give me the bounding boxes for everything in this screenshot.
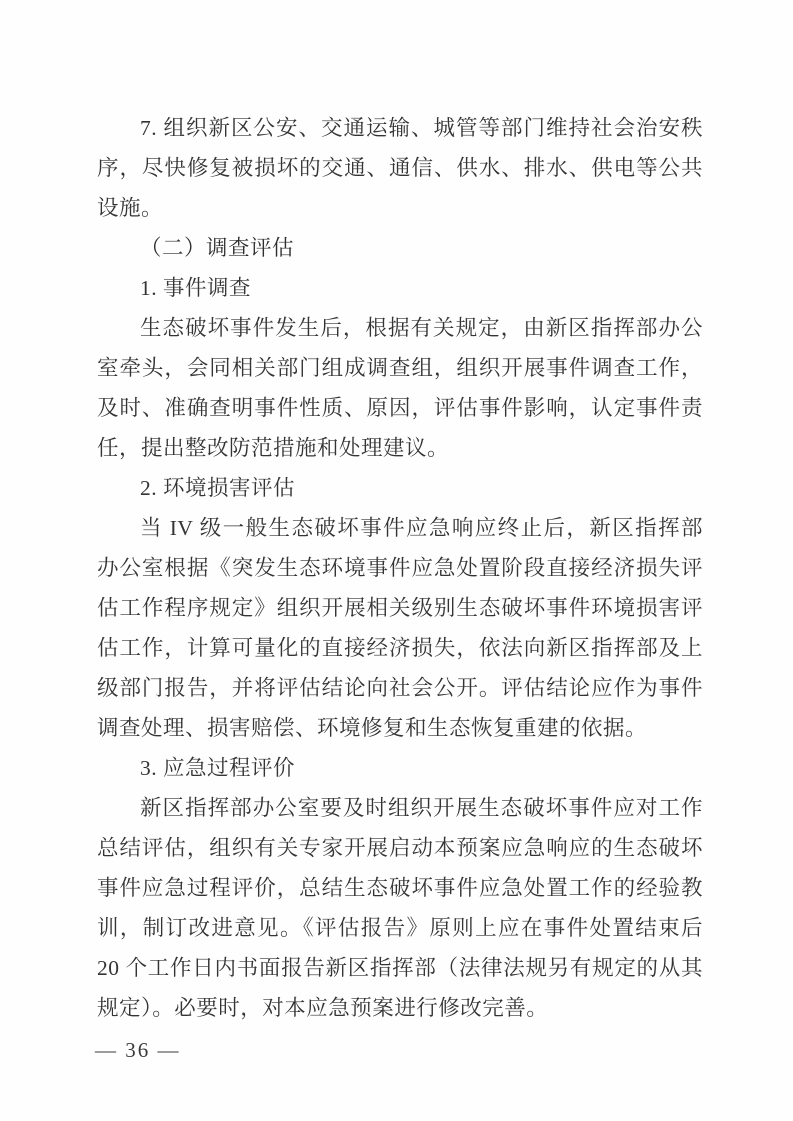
sub-heading-incident-investigation: 1. 事件调查 bbox=[140, 276, 252, 300]
paragraph-item-7: 7. 组织新区公安、交通运输、城管等部门维持社会治安秩序，尽快修复被损坏的交通、通信、供水、排水、供电等公共设施。 bbox=[97, 116, 703, 220]
sub-heading-environmental-damage-assessment: 2. 环境损害评估 bbox=[140, 476, 296, 500]
document-body bbox=[97, 108, 703, 1028]
paragraph-incident-investigation-body: 生态破坏事件发生后，根据有关规定，由新区指挥部办公室牵头，会同相关部门组成调查组，组织开展事件调查工作，及时、准确查明事件性质、原因，评估事件影响，认定事件责任，提出整改防范措施和处理建议。 bbox=[97, 316, 703, 460]
paragraph-environmental-damage-assessment-body: 当 IV 级一般生态破坏事件应急响应终止后，新区指挥部办公室根据《突发生态环境事件应急处置阶段直接经济损失评估工作程序规定》组织开展相关级别生态破坏事件环境损害评估工作，计算可量化的直接经济损失，依法向新区指挥部及上级部门报告，并将评估结论向社会公开。评估结论应作为事件调查处理、损害赔偿、环境修复和生态恢复重建的依据。 bbox=[97, 516, 703, 740]
sub-heading-emergency-process-evaluation: 3. 应急过程评价 bbox=[140, 756, 296, 780]
paragraph-emergency-process-evaluation-body: 新区指挥部办公室要及时组织开展生态破坏事件应对工作总结评估，组织有关专家开展启动本预案应急响应的生态破坏事件应急过程评价，总结生态破坏事件应急处置工作的经验教训，制订改进意见。《评估报告》原则上应在事件处置结束后 20 个工作日内书面报告新区指挥部（法律法规另有规定的从其规定）。必要时，对本应急预案进行修改完善。 bbox=[97, 796, 703, 1020]
section-heading-survey-assessment: （二）调查评估 bbox=[140, 236, 295, 260]
page-number: — 36 — bbox=[95, 1038, 181, 1062]
